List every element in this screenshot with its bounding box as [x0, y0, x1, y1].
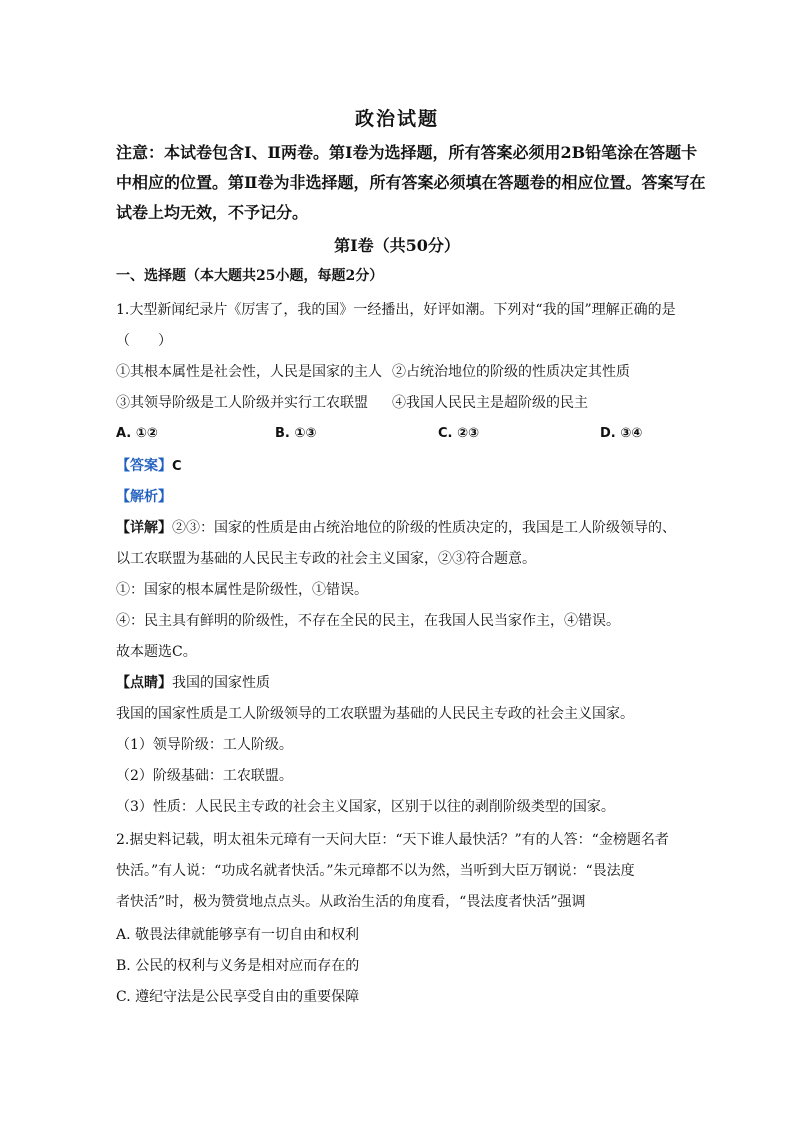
q1-detail-2: 以工农联盟为基础的人民民主专政的社会主义国家，②③符合题意。	[116, 551, 536, 567]
q1-paren: （ ）	[116, 333, 172, 349]
q1-detail-5: 故本题选C。	[116, 644, 197, 660]
q1-analysis-line	[116, 487, 172, 507]
q1-stem: 1.大型新闻纪录片《厉害了，我的国》一经播出，好评如潮。下列对“我的国”理解正确的是	[116, 302, 676, 318]
q1-detail-1	[116, 518, 676, 538]
page-title: 政治试题	[354, 108, 439, 130]
q2-option-a: A. 敬畏法律就能够享有一切自由和权利	[116, 927, 360, 943]
q1-statement-1: ①其根本属性是社会性，人民是国家的主人	[116, 364, 382, 380]
q1-statement-2: ②占统治地位的阶级的性质决定其性质	[392, 364, 630, 380]
q2-option-b: B. 公民的权利与义务是相对应而存在的	[116, 958, 360, 974]
detail-text-1: ②③：国家的性质是由占统治地位的阶级的性质决定的，我国是工人阶级领导的、	[172, 520, 676, 536]
analysis-tag: 【解析】	[116, 489, 172, 505]
q1-detail-4: ④：民主具有鲜明的阶级性，不存在全民的民主，在我国人民当家作主，④错误。	[116, 613, 620, 629]
q2-stem-3: 者快活”时，极为赞赏地点点头。从政治生活的角度看，“畏法度者快活”强调	[116, 894, 586, 910]
tip-title: 我国的国家性质	[172, 675, 270, 691]
q1-option-c: C. ②③	[438, 426, 480, 441]
tip-tag: 【点睛】	[116, 675, 172, 691]
q2-stem-2: 快活。”有人说：“功成名就者快活。”朱元璋都不以为然，当听到大臣万钢说：“畏法度	[116, 863, 635, 879]
q1-statement-3: ③其领导阶级是工人阶级并实行工农联盟	[116, 395, 368, 411]
q2-stem-1: 2.据史料记载，明太祖朱元璋有一天问大臣：“天下谁人最快活？”有的人答：“金榜题名者	[116, 832, 669, 848]
q2-option-c: C. 遵纪守法是公民享受自由的重要保障	[116, 989, 360, 1005]
part-title: 一、选择题（本大题共25小题，每题2分）	[116, 268, 384, 284]
q1-answer-line	[116, 456, 182, 477]
q1-option-a: A. ①②	[116, 426, 158, 441]
q1-detail-3: ①：国家的根本属性是阶级性，①错误。	[116, 582, 368, 598]
q1-option-b: B. ①③	[275, 426, 317, 441]
q1-statement-4: ④我国人民民主是超阶级的民主	[392, 395, 588, 411]
q1-option-d: D. ③④	[600, 426, 643, 441]
q1-tip-3: （2）阶级基础：工农联盟。	[116, 768, 293, 784]
section-title: 第I卷（共50分）	[334, 236, 460, 255]
q1-tip-2: （1）领导阶级：工人阶级。	[116, 737, 293, 753]
q1-tip-1: 我国的国家性质是工人阶级领导的工农联盟为基础的人民民主专政的社会主义国家。	[116, 706, 634, 722]
answer-value: C	[172, 459, 182, 474]
answer-tag: 【答案】	[116, 458, 172, 474]
q1-tip-4: （3）性质：人民民主专政的社会主义国家，区别于以往的剥削阶级类型的国家。	[116, 799, 615, 815]
exam-notice: 注意：本试卷包含Ⅰ、Ⅱ两卷。第Ⅰ卷为选择题，所有答案必须用2B铅笔涂在答题卡中相应的位置。第Ⅱ卷为非选择题，所有答案必须填在答题卷的相应位置。答案写在试卷上均无效，不予记分。	[116, 143, 706, 222]
detail-tag: 【详解】	[116, 520, 172, 536]
q1-tip-heading	[116, 673, 270, 693]
